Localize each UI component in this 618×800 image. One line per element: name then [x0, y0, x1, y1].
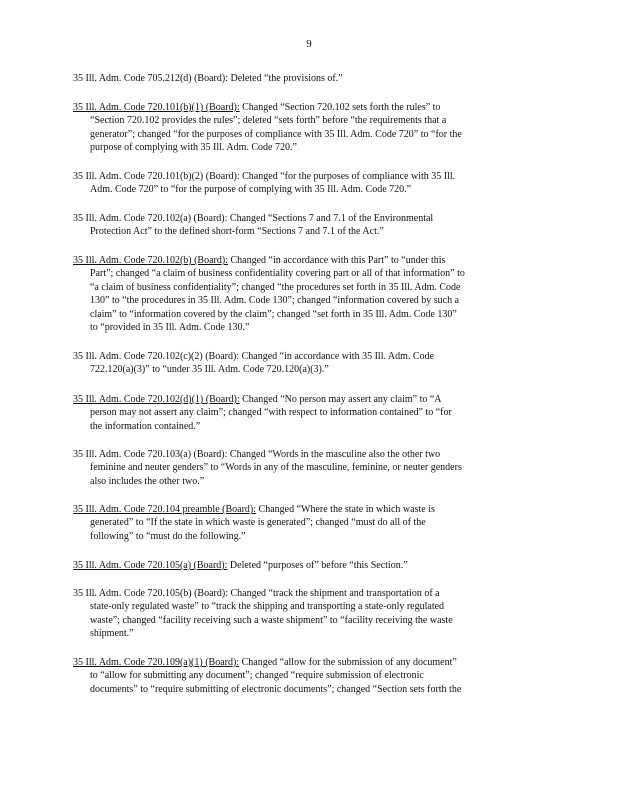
entry-text: to “allow for submitting any document”; changed “require submission of electronic [90, 670, 424, 682]
entry-line [73, 212, 543, 225]
entry-text: Changed “No person may assert any claim” to “A [242, 394, 442, 405]
entry-line [73, 128, 543, 141]
entry-text: purpose of complying with 35 Ill. Adm. Code 720.” [90, 142, 297, 154]
entry-line [73, 516, 543, 529]
entry-line [73, 503, 543, 516]
amendment-entry [73, 254, 543, 334]
entry-text: claim” to “information covered by the claim”; changed “set forth in 35 Ill. Adm. Code 130” [90, 308, 457, 320]
entry-line [73, 72, 543, 85]
entry-text: waste”; changed “facility receiving such a waste shipment” to “facility receiving the waste [90, 614, 453, 626]
entry-line [73, 393, 543, 406]
entry-line [73, 254, 543, 267]
amendment-entry [73, 170, 543, 197]
amendment-entry [73, 448, 543, 488]
entry-line [73, 587, 543, 600]
entry-text: Protection Act” to the defined short-form “Sections 7 and 7.1 of the Act.” [90, 226, 384, 238]
entry-text: shipment.” [90, 628, 134, 640]
entry-line [73, 308, 543, 321]
entry-text: generated” to “If the state in which waste is generated”; changed “must do all of the [90, 517, 426, 529]
entry-line [73, 170, 543, 183]
entry-text: Part”; changed “a claim of business confidentiality covering part or all of that information” to [90, 268, 465, 280]
entry-text: 35 Ill. Adm. Code 720.105(b) (Board): Changed “track the shipment and transportation of a [73, 588, 440, 599]
entry-line [73, 559, 543, 572]
amendment-entry [73, 587, 543, 641]
entry-text: Changed “in accordance with this Part” to “under this [230, 255, 446, 266]
entry-text: Changed “Section 720.102 sets forth the rules” to [242, 102, 441, 113]
entry-text: Changed “allow for the submission of any document” [241, 657, 457, 668]
entry-line [73, 669, 543, 682]
citation-underlined: 35 Ill. Adm. Code 720.109(a)(1) (Board): [73, 657, 240, 668]
entry-line [73, 114, 543, 127]
entry-line [73, 281, 543, 294]
entry-text: “a claim of business confidentiality”; changed “the procedures set forth in 35 Ill. Adm. Code [90, 281, 461, 293]
amendment-entry [73, 559, 543, 572]
citation-underlined: 35 Ill. Adm. Code 720.104 preamble (Board): [73, 504, 257, 515]
entry-line [73, 420, 543, 433]
entry-line [73, 350, 543, 363]
entry-text: 35 Ill. Adm. Code 720.102(a) (Board): Changed “Sections 7 and 7.1 of the Environmental [73, 213, 434, 224]
entry-line [73, 141, 543, 154]
page-number: 9 [306, 38, 312, 50]
amendment-entry [73, 72, 543, 85]
entry-line [73, 321, 543, 334]
entry-text: 130” to “the procedures in 35 Ill. Adm. Code 130”; changed “information covered by such a [90, 295, 460, 307]
entry-line [73, 406, 543, 419]
entry-line [73, 475, 543, 488]
entry-line [73, 614, 543, 627]
entry-line [73, 627, 543, 640]
entry-line [73, 225, 543, 238]
entry-line [73, 530, 543, 543]
entry-text: feminine and neuter genders” to “Words in any of the masculine, feminine, or neuter genders [90, 462, 462, 474]
entry-text: documents” to “require submitting of electronic documents”; changed “Section sets forth the [90, 683, 462, 695]
entry-line [73, 656, 543, 669]
entry-text: “Section 720.102 provides the rules”; deleted “sets forth” before “the requirements that a [90, 115, 447, 127]
amendment-entry [73, 393, 543, 433]
citation-underlined: 35 Ill. Adm. Code 720.101(b)(1) (Board): [73, 102, 240, 113]
citation-underlined: 35 Ill. Adm. Code 720.102(b) (Board): [73, 255, 228, 266]
entry-line [73, 101, 543, 114]
amendment-entry [73, 656, 543, 696]
citation-underlined: 35 Ill. Adm. Code 720.105(a) (Board): [73, 560, 228, 571]
entry-text: 35 Ill. Adm. Code 720.103(a) (Board): Changed “Words in the masculine also the other two [73, 449, 441, 460]
entry-text: following” to “must do the following.” [90, 530, 246, 542]
entry-text: Deleted “purposes of” before “this Section.” [229, 560, 408, 571]
entry-line [73, 448, 543, 461]
entry-text: also includes the other two.” [90, 475, 205, 487]
entry-text: Changed “Where the state in which waste is [258, 504, 435, 515]
entry-text: 35 Ill. Adm. Code 705.212(d) (Board): Deleted “the provisions of.” [73, 73, 343, 84]
entry-line [73, 294, 543, 307]
entry-text: generator”; changed “for the purposes of compliance with 35 Ill. Adm. Code 720” to “for the [90, 128, 462, 140]
entry-line [73, 461, 543, 474]
entry-text: 35 Ill. Adm. Code 720.102(c)(2) (Board): Changed “in accordance with 35 Ill. Adm. Code [73, 351, 435, 362]
entry-text: 35 Ill. Adm. Code 720.101(b)(2) (Board): Changed “for the purposes of compliance with 35 Ill. [73, 171, 456, 182]
entry-text: to “provided in 35 Ill. Adm. Code 130.” [90, 322, 250, 334]
entry-line [73, 363, 543, 376]
entry-line [73, 267, 543, 280]
entry-text: the information contained.” [90, 420, 201, 432]
entry-line [73, 683, 543, 696]
entry-line [73, 600, 543, 613]
amendment-entry [73, 101, 543, 155]
amendment-entry [73, 350, 543, 377]
entry-text: state-only regulated waste” to “track the shipping and transporting a state-only regulated [90, 601, 445, 613]
entry-line [73, 183, 543, 196]
entry-text: Adm. Code 720” to “for the purpose of complying with 35 Ill. Adm. Code 720.” [90, 184, 412, 196]
entry-text: 722.120(a)(3)” to “under 35 Ill. Adm. Code 720.120(a)(3).” [90, 364, 329, 376]
citation-underlined: 35 Ill. Adm. Code 720.102(d)(1) (Board): [73, 394, 240, 405]
entry-text: person may not assert any claim”; changed “with respect to information contained” to “for [90, 407, 452, 419]
amendment-entry [73, 503, 543, 543]
amendment-entry [73, 212, 543, 239]
